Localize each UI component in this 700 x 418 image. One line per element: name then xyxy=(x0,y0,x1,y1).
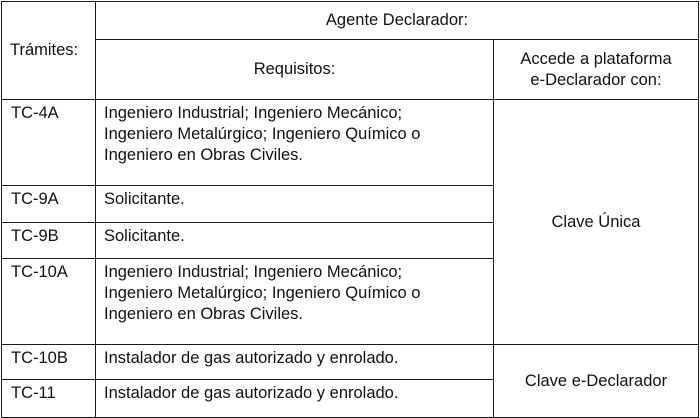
tramite-code: TC-10A xyxy=(2,259,96,345)
header-accede-plataforma xyxy=(494,40,699,100)
header-agente-declarador: Agente Declarador: xyxy=(96,2,699,40)
requisito-cell xyxy=(96,380,494,418)
header-accede-line1: Accede a plataforma xyxy=(520,49,672,68)
header-accede-line2: e-Declarador con: xyxy=(530,70,662,89)
table-row xyxy=(2,100,699,186)
header-tramites: Trámites: xyxy=(2,2,96,100)
tramite-code: TC-9A xyxy=(2,186,96,223)
requisito-line: Instalador de gas autorizado y enrolado. xyxy=(104,349,399,367)
table-row xyxy=(2,345,699,380)
requisito-cell xyxy=(96,186,494,223)
tramite-code: TC-11 xyxy=(2,380,96,418)
requisito-cell xyxy=(96,345,494,380)
clave-edeclarador-cell: Clave e-Declarador xyxy=(494,345,699,418)
tramite-code: TC-10B xyxy=(2,345,96,380)
requisito-line: Ingeniero Industrial; Ingeniero Mecánico; xyxy=(104,263,403,281)
requisito-line: Ingeniero Metalúrgico; Ingeniero Químico o xyxy=(104,125,421,143)
clave-unica-cell: Clave Única xyxy=(494,100,699,345)
requisito-cell xyxy=(96,100,494,186)
requisito-line: Ingeniero en Obras Civiles. xyxy=(104,146,304,164)
header-requisitos: Requisitos: xyxy=(96,40,494,100)
header-row-2 xyxy=(2,40,699,100)
requisito-cell xyxy=(96,223,494,259)
requisito-line: Ingeniero en Obras Civiles. xyxy=(104,305,304,323)
tramites-table xyxy=(1,1,699,418)
requisito-line: Ingeniero Industrial; Ingeniero Mecánico; xyxy=(104,104,403,122)
requisito-line: Solicitante. xyxy=(104,190,185,208)
tramite-code: TC-9B xyxy=(2,223,96,259)
tramite-code: TC-4A xyxy=(2,100,96,186)
header-row-1 xyxy=(2,2,699,40)
requisito-line: Instalador de gas autorizado y enrolado. xyxy=(104,384,399,402)
requisito-line: Solicitante. xyxy=(104,227,185,245)
requisito-cell xyxy=(96,259,494,345)
requisito-line: Ingeniero Metalúrgico; Ingeniero Químico o xyxy=(104,284,421,302)
